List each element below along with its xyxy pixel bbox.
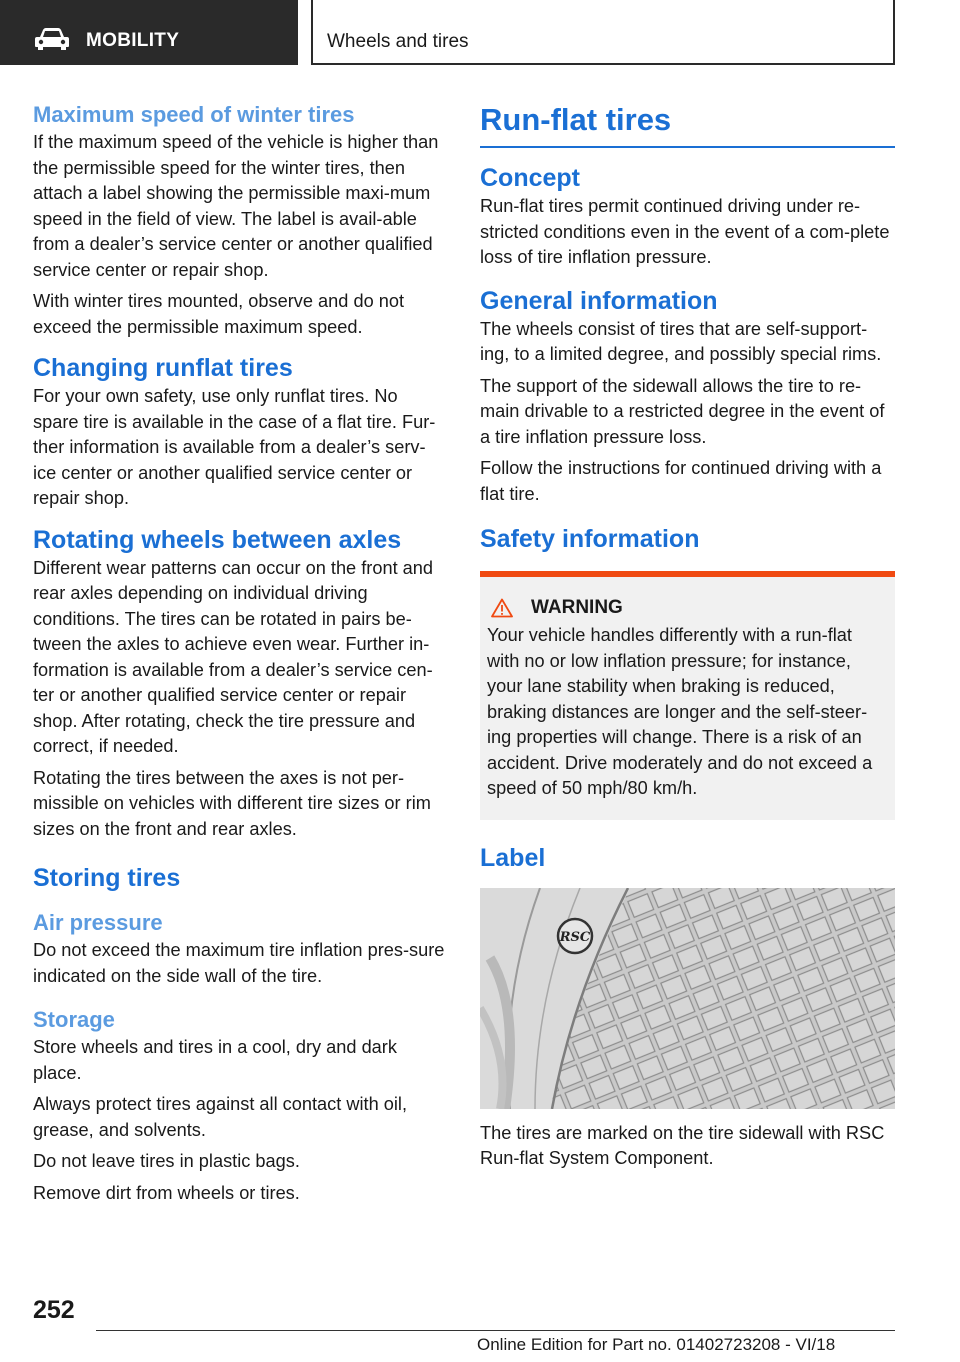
- tire-sidewall-image: [480, 888, 895, 1109]
- air-paragraph-1: Do not exceed the maximum tire inflation pres‐sure indicated on the side wall of the tire.: [33, 940, 445, 986]
- general-paragraph-2: The support of the sidewall allows the tire to re‐main drivable to a restricted degree in the event of a tire inflation pressure loss.: [480, 375, 885, 447]
- safety-heading: Safety information: [480, 525, 700, 553]
- general-heading: General information: [480, 286, 718, 315]
- label-heading: Label: [480, 843, 546, 872]
- chapter-tab: [311, 0, 895, 65]
- chapter-title: Wheels and tires: [327, 31, 469, 52]
- storage-heading: Storage: [33, 1007, 115, 1032]
- storage-paragraph-3: Do not leave tires in plastic bags.: [33, 1151, 300, 1171]
- section-title: MOBILITY: [86, 30, 180, 51]
- storing-heading: Storing tires: [33, 864, 181, 892]
- winter-paragraph-2: With winter tires mounted, observe and do not exceed the permissible maximum speed.: [33, 291, 405, 337]
- rsc-mark: RSC: [559, 929, 591, 945]
- footer-rule: [96, 1330, 895, 1331]
- warning-box: [480, 571, 895, 820]
- label-paragraph-1: The tires are marked on the tire sidewall with RSC Run-flat System Component.: [480, 1122, 885, 1168]
- runflat-heading: Changing runflat tires: [33, 354, 293, 382]
- title-rule: [480, 146, 895, 148]
- warning-text: Your vehicle handles differently with a run-flat with no or low inflation pressure; for instance, your lane stability when braking is reduced, braking distances are longer and the self-steer‐ing properties will change. There is a risk of an accident. Drive moderately and do not exceed a speed of 50 mph/80 km/h.: [487, 625, 873, 798]
- winter-paragraph-1: If the maximum speed of the vehicle is higher than the permissible speed for the winter tires, then attach a label showing the permissible maxi‐mum speed in the field of view. The label is avail‐able from a dealer’s service center or another qualified service center or repair shop.: [33, 132, 439, 280]
- storage-paragraph-4: Remove dirt from wheels or tires.: [33, 1182, 300, 1203]
- rotate-heading: Rotating wheels between axles: [33, 525, 402, 554]
- storage-paragraph-1: Store wheels and tires in a cool, dry and dark place.: [33, 1037, 397, 1083]
- general-paragraph-3: Follow the instructions for continued driving with a flat tire.: [480, 458, 882, 504]
- general-paragraph-1: The wheels consist of tires that are self-support‐ing, to a limited degree, and possibly special rims.: [480, 318, 882, 364]
- right-column: [480, 100, 895, 1178]
- air-pressure-heading: Air pressure: [33, 910, 163, 935]
- rotate-paragraph-2: Rotating the tires between the axes is not per‐missible on vehicles with different tire sizes or rim sizes on the front and rear axles.: [33, 767, 431, 839]
- runflat-title: Run-flat tires: [480, 102, 672, 137]
- warning-label: WARNING: [531, 597, 623, 618]
- winter-heading: Maximum speed of winter tires: [33, 102, 355, 127]
- car-icon: [34, 27, 70, 51]
- concept-heading: Concept: [480, 164, 580, 192]
- storage-paragraph-2: Always protect tires against all contact with oil, grease, and solvents.: [33, 1094, 408, 1140]
- rotate-paragraph-1: Different wear patterns can occur on the front and rear axles depending on individual driving conditions. The tires can be rotated in pairs be‐tween the axles to achieve even wear. Further in‐formation is available from a dealer’s service cen‐ter or another qualified service center or repair shop. After rotating, check the tire pressure and correct, if needed.: [33, 557, 434, 756]
- left-column: [33, 100, 448, 1212]
- concept-paragraph-1: Run-flat tires permit continued driving under re‐stricted conditions even in the event of a com‐plete loss of tire inflation pressure.: [480, 196, 890, 267]
- section-tab: [0, 0, 298, 65]
- runflat-paragraph-1: For your own safety, use only runflat tires. No spare tire is available in the case of a flat tire. Fur‐ther information is available from a dealer’s serv‐ice center or another qualified service center or repair shop.: [33, 386, 436, 508]
- edition-note: Online Edition for Part no. 01402723208 - VI/18: [477, 1335, 836, 1354]
- warning-title: [487, 597, 887, 619]
- warning-triangle-icon: [491, 598, 513, 618]
- page-number: 252: [33, 1296, 75, 1324]
